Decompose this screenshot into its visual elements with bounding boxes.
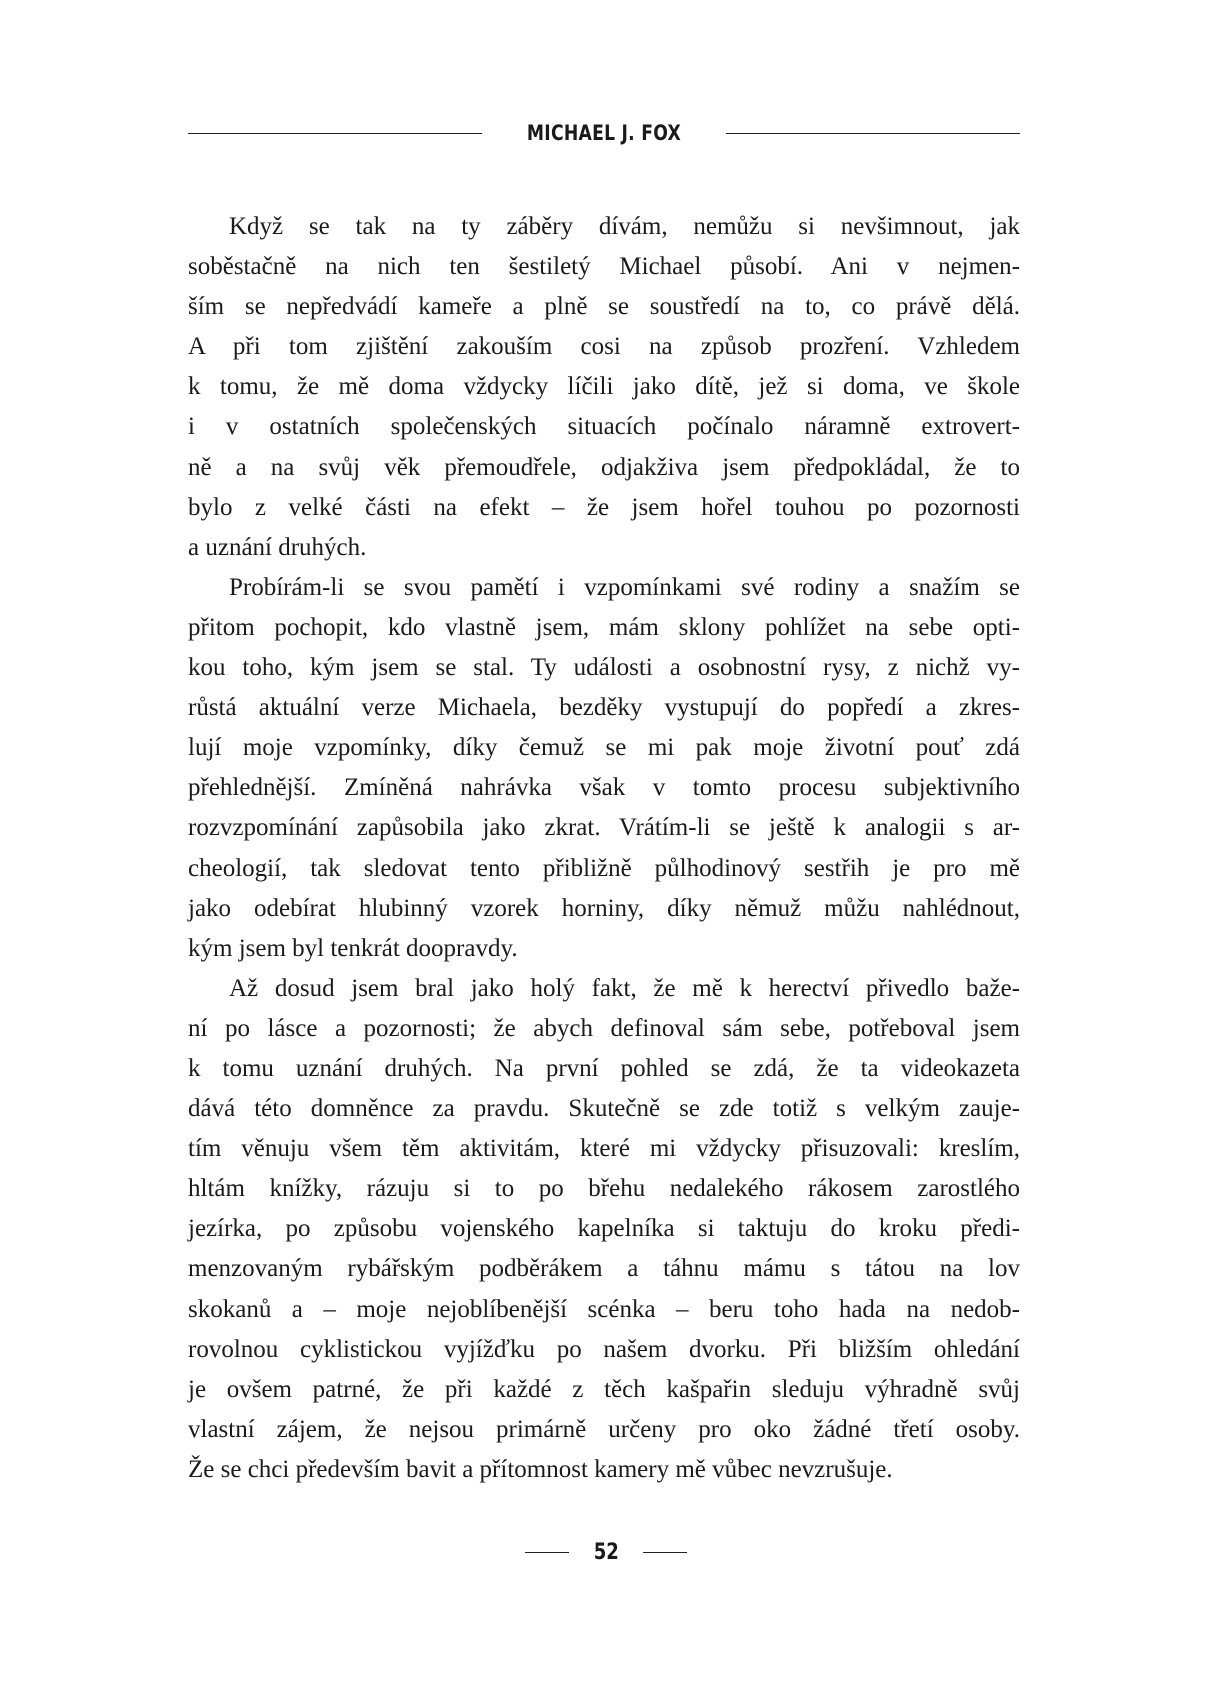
text-line: bylo z velké části na efekt – že jsem hořel touhou po pozornosti xyxy=(188,493,1020,521)
paragraph xyxy=(188,969,1020,1490)
footer-dash-left xyxy=(525,1552,569,1553)
text-line: ně a na svůj věk přemoudřele, odjakživa jsem předpokládal, že to xyxy=(188,453,1020,481)
text-line: k tomu, že mě doma vždycky líčili jako dítě, jež si doma, ve škole xyxy=(188,373,1020,401)
text-line: skokanů a – moje nejoblíbenější scénka – beru toho hada na nedob- xyxy=(188,1295,1020,1323)
text-line: je ovšem patrné, že při každé z těch kašpařin sleduju výhradně svůj xyxy=(188,1375,1020,1403)
paragraph xyxy=(188,207,1020,568)
text-line: kou toho, kým jsem se stal. Ty události a osobnostní rysy, z nichž vy- xyxy=(188,654,1020,682)
text-line: ní po lásce a pozornosti; že abych definoval sám sebe, potřeboval jsem xyxy=(188,1014,1020,1042)
paragraph xyxy=(188,568,1020,969)
text-line: Že se chci především bavit a přítomnost kamery mě vůbec nevzrušuje. xyxy=(188,1455,893,1483)
text-line: vlastní zájem, že nejsou primárně určeny pro oko žádné třetí osoby. xyxy=(188,1415,1020,1443)
text-line: růstá aktuální verze Michaela, bezděky vystupují do popředí a zkres- xyxy=(188,694,1020,722)
page-footer xyxy=(0,1540,1212,1565)
text-line: menzovaným rybářským podběrákem a táhnu mámu s tátou na lov xyxy=(188,1255,1020,1283)
text-line: lují moje vzpomínky, díky čemuž se mi pak moje životní pouť zdá xyxy=(188,734,1020,762)
running-head-author: MICHAEL J. FOX xyxy=(526,121,682,145)
text-line: cheologií, tak sledovat tento přibližně půlhodinový sestřih je pro mě xyxy=(188,854,1020,882)
text-line: přehlednější. Zmíněná nahrávka však v tomto procesu subjektivního xyxy=(188,774,1020,802)
text-line: rovolnou cyklistickou vyjížďku po našem dvorku. Při bližším ohledání xyxy=(188,1335,1020,1363)
text-line: tím věnuju všem těm aktivitám, které mi vždycky přisuzovali: kreslím, xyxy=(188,1135,1020,1163)
text-line: Když se tak na ty záběry dívám, nemůžu si nevšimnout, jak xyxy=(229,213,1020,240)
text-line: přitom pochopit, kdo vlastně jsem, mám sklony pohlížet na sebe opti- xyxy=(188,613,1020,641)
header-rule-right xyxy=(726,133,1020,134)
header-rule-left xyxy=(188,133,482,134)
body-text xyxy=(188,207,1020,1490)
text-line: i v ostatních společenských situacích počínalo náramně extrovert- xyxy=(188,413,1020,441)
text-line: ším se nepředvádí kameře a plně se soustředí na to, co právě dělá. xyxy=(188,293,1020,321)
text-line: hltám knížky, rázuju si to po břehu nedalekého rákosem zarostlého xyxy=(188,1175,1020,1203)
text-line: A při tom zjištění zakouším cosi na způsob prozření. Vzhledem xyxy=(188,333,1020,361)
text-line: Až dosud jsem bral jako holý fakt, že mě k herectví přivedlo baže- xyxy=(229,974,1020,1002)
text-line: soběstačně na nich ten šestiletý Michael působí. Ani v nejmen- xyxy=(188,253,1020,281)
text-line: jezírka, po způsobu vojenského kapelníka si taktuju do kroku předi- xyxy=(188,1215,1020,1243)
text-line: rozvzpomínání zapůsobila jako zkrat. Vrátím-li se ještě k analogii s ar- xyxy=(188,814,1020,842)
text-line: k tomu uznání druhých. Na první pohled se zdá, že ta videokazeta xyxy=(188,1054,1020,1082)
page-number: 52 xyxy=(593,1540,619,1565)
running-head xyxy=(188,118,1020,148)
text-line: Probírám-li se svou pamětí i vzpomínkami své rodiny a snažím se xyxy=(229,573,1020,601)
footer-dash-right xyxy=(643,1552,687,1553)
text-line: kým jsem byl tenkrát doopravdy. xyxy=(188,934,518,962)
text-line: dává této domněnce za pravdu. Skutečně se zde totiž s velkým zauje- xyxy=(188,1095,1020,1123)
text-line: a uznání druhých. xyxy=(188,533,367,561)
text-line: jako odebírat hlubinný vzorek horniny, díky němuž můžu nahlédnout, xyxy=(188,894,1020,922)
